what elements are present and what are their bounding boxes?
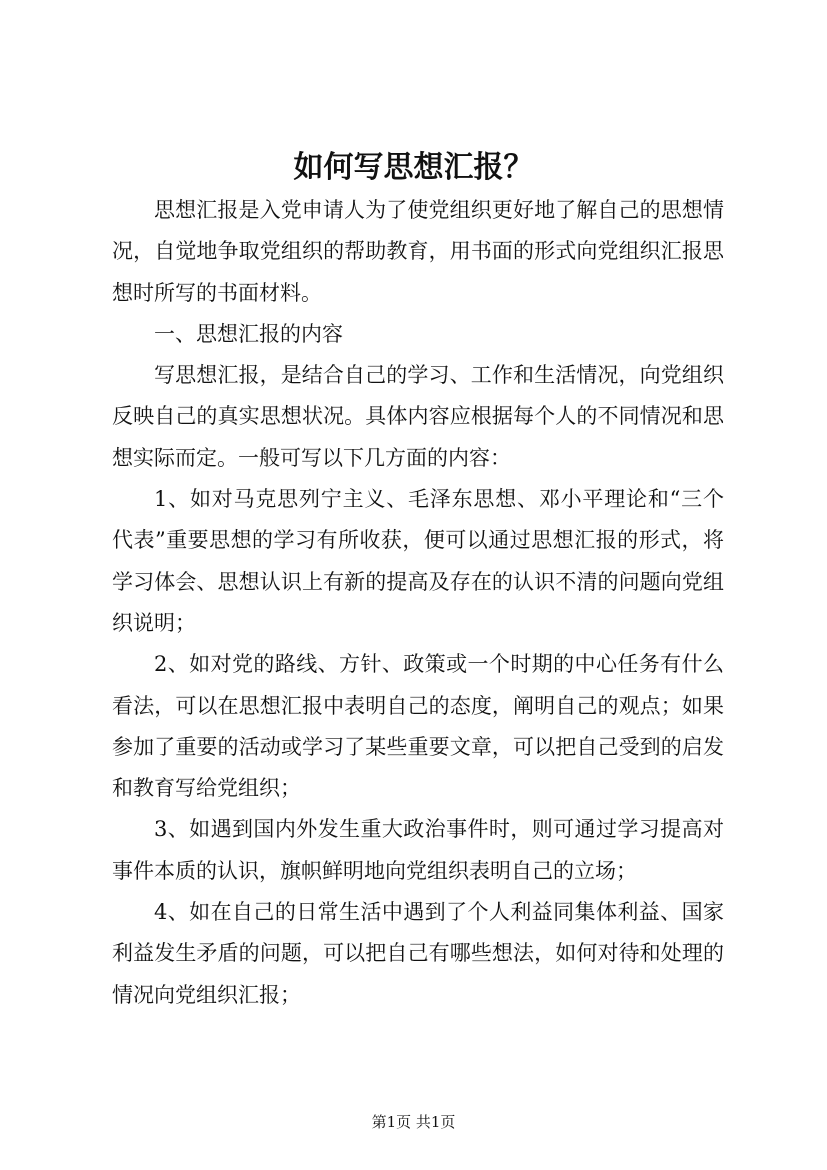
list-item-1: 1、如对马克思列宁主义、毛泽东思想、邓小平理论和“三个代表”重要思想的学习有所收获，便可以通过思想汇报的形式，将学习体会、思想认识上有新的提高及存在的认识不清的问题向党组织说明；: [112, 487, 724, 635]
list-item-3: 3、如遇到国内外发生重大政治事件时，则可通过学习提高对事件本质的认识，旗帜鲜明地向党组织表明自己的立场；: [112, 817, 724, 883]
document-body: [112, 190, 724, 1016]
list-item-2: 2、如对党的路线、方针、政策或一个时期的中心任务有什么看法，可以在思想汇报中表明自己的态度，阐明自己的观点；如果参加了重要的活动或学习了某些重要文章，可以把自己受到的启发和教育写给党组织；: [112, 652, 724, 801]
page-footer: 第1页 共1页: [371, 1113, 456, 1131]
paragraph-content-overview: 写思想汇报，是结合自己的学习、工作和生活情况，向党组织反映自己的真实思想状况。具体内容应根据每个人的不同情况和思想实际而定。一般可写以下几方面的内容：: [112, 363, 724, 470]
paragraph-intro: 思想汇报是入党申请人为了使党组织更好地了解自己的思想情况，自觉地争取党组织的帮助教育，用书面的形式向党组织汇报思想时所写的书面材料。: [112, 198, 724, 305]
document-title: 如何写思想汇报？: [293, 150, 534, 185]
list-item-4: 4、如在自己的日常生活中遇到了个人利益同集体利益、国家利益发生矛盾的问题，可以把自己有哪些想法，如何对待和处理的情况向党组织汇报；: [112, 900, 724, 1007]
section-heading: 一、思想汇报的内容: [154, 321, 343, 346]
